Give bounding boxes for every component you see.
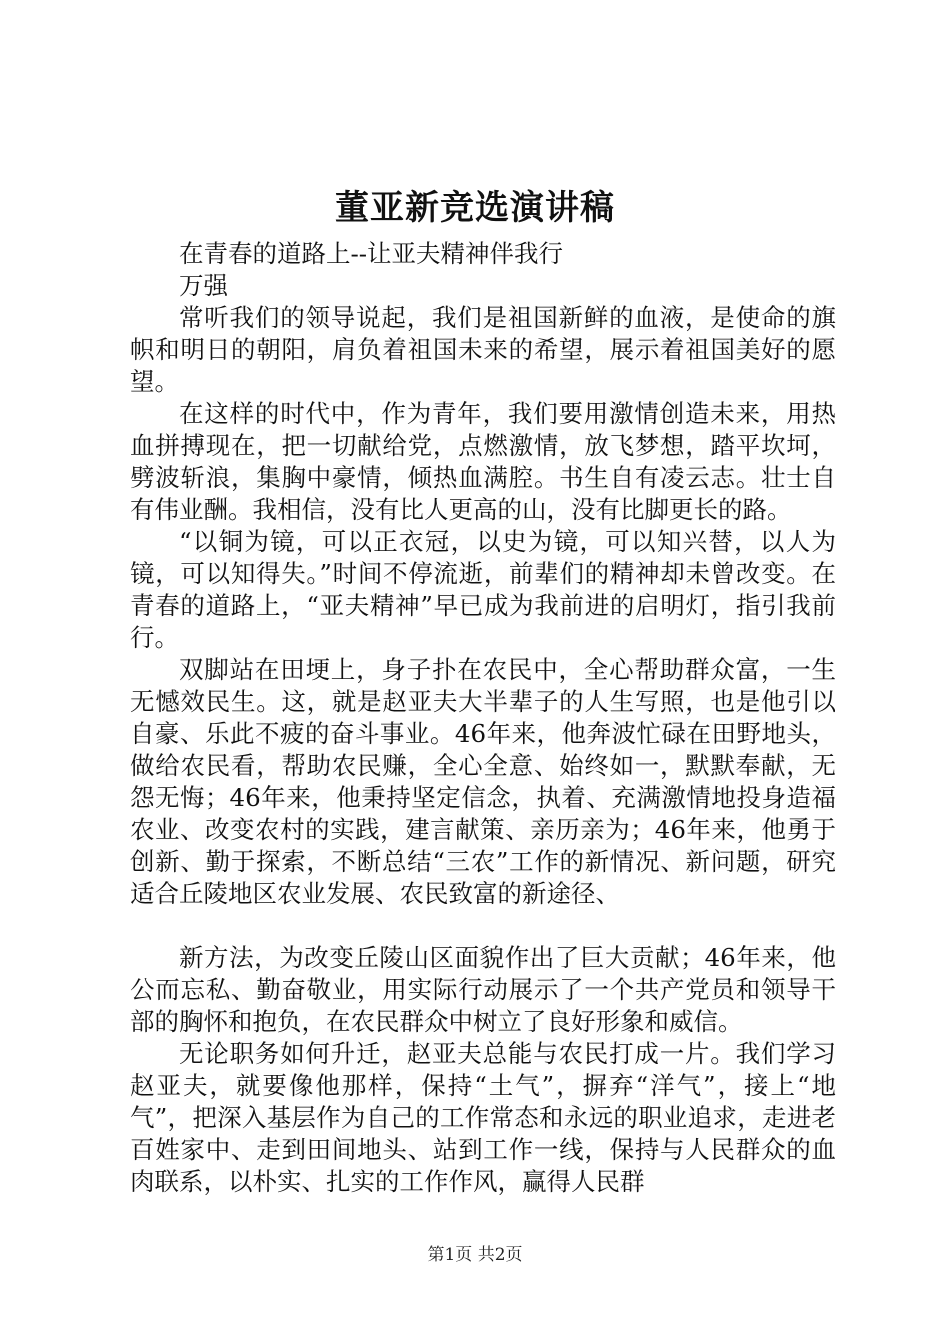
paragraph: 在这样的时代中，作为青年，我们要用激情创造未来，用热血拼搏现在，把一切献给党，点燃激情，放飞梦想，踏平坎坷，劈波斩浪，集胸中豪情，倾热血满腔。书生自有凌云志。壮士自有伟业酬。我相信，没有比人更高的山，没有比脚更长的路。 — [130, 399, 836, 524]
author-line: 万强 — [179, 271, 228, 300]
paragraph: “以铜为镜，可以正衣冠，以史为镜，可以知兴替，以人为镜，可以知得失。”时间不停流逝，前辈们的精神却未曾改变。在青春的道路上，“亚夫精神”早已成为我前进的启明灯，指引我前行。 — [130, 527, 836, 652]
paragraph: 新方法，为改变丘陵山区面貌作出了巨大贡献；46年来，他公而忘私、勤奋敬业，用实际行动展示了一个共产党员和领导干部的胸怀和抱负，在农民群众中树立了良好形象和威信。 — [130, 943, 836, 1036]
paragraph: 无论职务如何升迁，赵亚夫总能与农民打成一片。我们学习赵亚夫，就要像他那样，保持“土气”，摒弃“洋气”，接上“地气”，把深入基层作为自己的工作常态和永远的职业追求，走进老百姓家中、走到田间地头、站到工作一线，保持与人民群众的血肉联系，以朴实、扎实的工作作风，赢得人民群 — [130, 1039, 836, 1196]
paragraph: 常听我们的领导说起，我们是祖国新鲜的血液，是使命的旗帜和明日的朝阳，肩负着祖国未来的希望，展示着祖国美好的愿望。 — [130, 303, 836, 396]
document-title: 董亚新竞选演讲稿 — [335, 188, 615, 228]
subtitle: 在青春的道路上--让亚夫精神伴我行 — [179, 239, 564, 268]
document-body — [130, 238, 836, 1198]
page-footer: 第1页 共2页 — [427, 1245, 523, 1265]
paragraph: 双脚站在田埂上，身子扑在农民中，全心帮助群众富，一生无憾效民生。这，就是赵亚夫大半辈子的人生写照，也是他引以自豪、乐此不疲的奋斗事业。46年来，他奔波忙碌在田野地头，做给农民看，帮助农民赚，全心全意、始终如一，默默奉献，无怨无悔；46年来，他秉持坚定信念，执着、充满激情地投身造福农业、改变农村的实践，建言献策、亲历亲为；46年来，他勇于创新、勤于探索，不断总结“三农”工作的新情况、新问题，研究适合丘陵地区农业发展、农民致富的新途径、 — [130, 655, 836, 908]
